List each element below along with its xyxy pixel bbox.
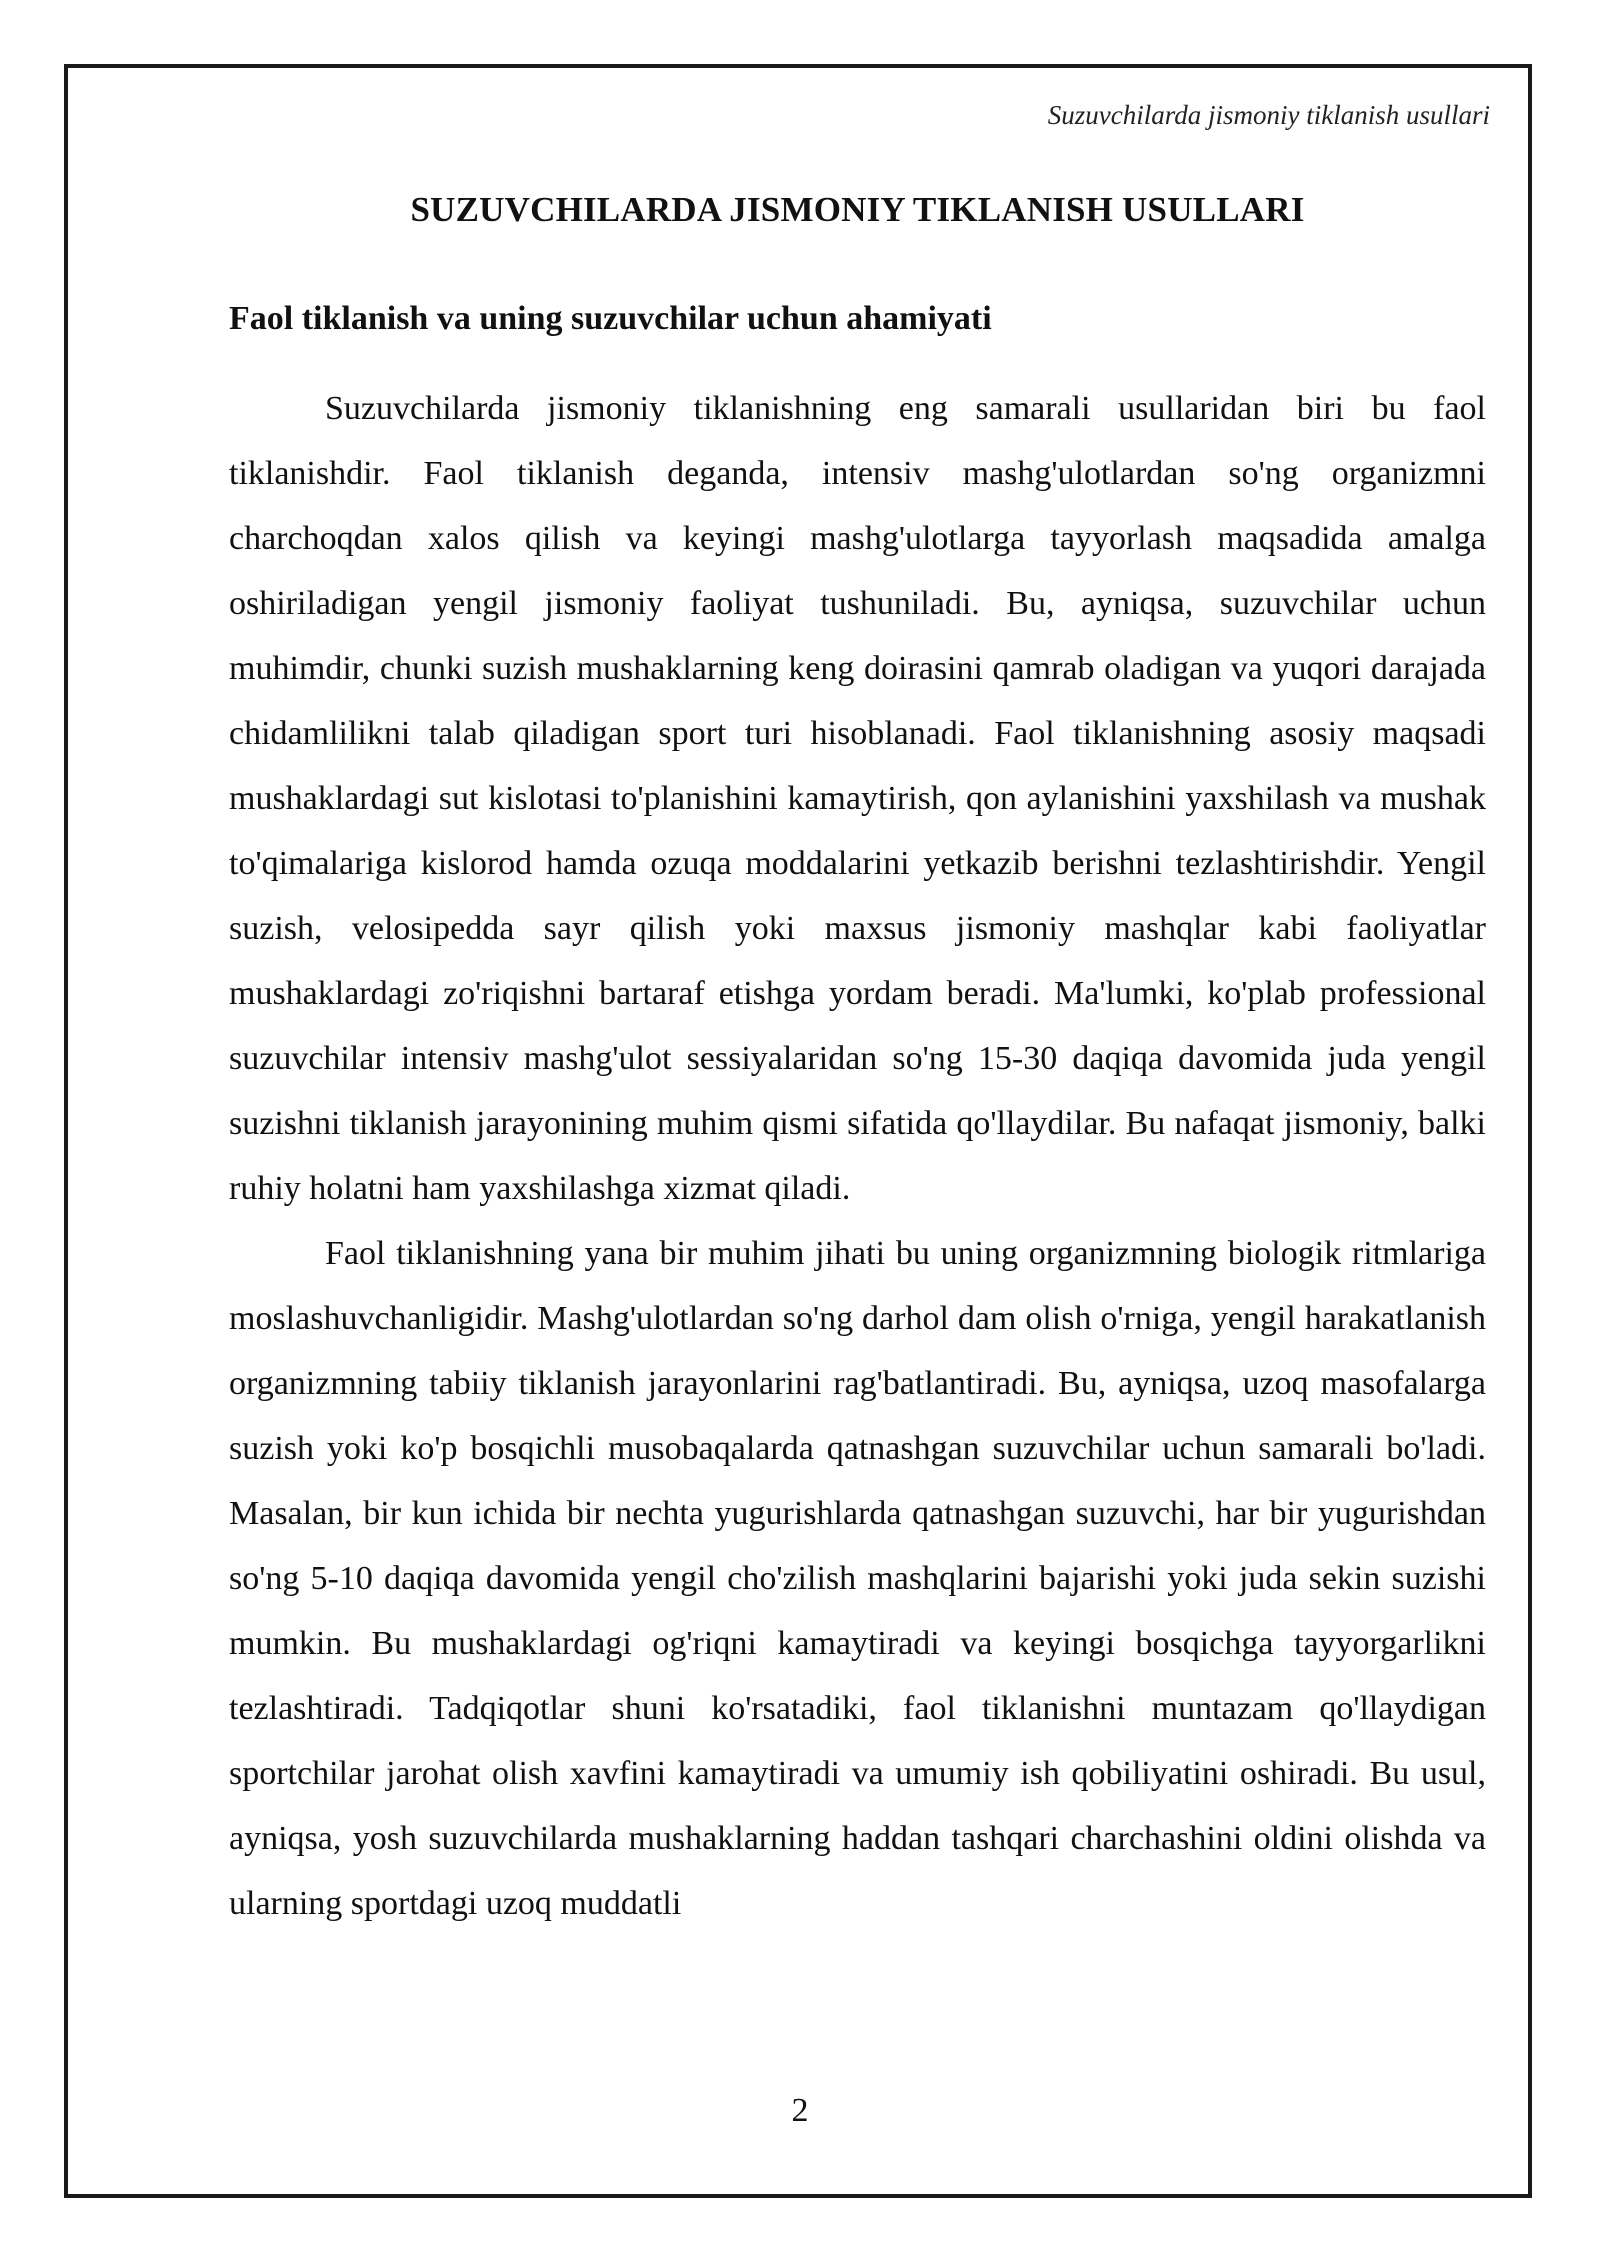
paragraph-2: Faol tiklanishning yana bir muhim jihati bu uning organizmning biologik ritmlariga moslashuvchanligidir. Mashg'ulotlardan so'ng darhol dam olish o'rniga, yengil harakatlanish organizmning tabiiy tiklanish jarayonlarini rag'batlantiradi. Bu, ayniqsa, uzoq masofalarga suzish yoki ko'p bosqichli musobaqalarda qatnashgan suzuvchilar uchun samarali bo'ladi. Masalan, bir kun ichida bir nechta yugurishlarda qatnashgan suzuvchi, har bir yugurishdan so'ng 5-10 daqiqa davomida yengil cho'zilish mashqlarini bajarishi yoki juda sekin suzishi mumkin. Bu mushaklardagi og'riqni kamaytiradi va keyingi bosqichga tayyorgarlikni tezlashtiradi. Tadqiqotlar shuni ko'rsatadiki, faol tiklanishni muntazam qo'llaydigan sportchilar jarohat olish xavfini kamaytiradi va umumiy ish qobiliyatini oshiradi. Bu usul, ayniqsa, yosh suzuvchilarda mushaklarning haddan tashqari charchashini oldini olishda va ularning sportdagi uzoq muddatli [229, 1235, 1486, 1922]
document-title: SUZUVCHILARDA JISMONIY TIKLANISH USULLARI [410, 190, 1305, 229]
section-heading: Faol tiklanish va uning suzuvchilar uchun ahamiyati [229, 300, 992, 337]
running-header: Suzuvchilarda jismoniy tiklanish usullari [1047, 100, 1490, 130]
paragraph-1: Suzuvchilarda jismoniy tiklanishning eng samarali usullaridan biri bu faol tiklanishdir. Faol tiklanish deganda, intensiv mashg'ulotlardan so'ng organizmni charchoqdan xalos qilish va keyingi mashg'ulotlarga tayyorlash maqsadida amalga oshiriladigan yengil jismoniy faoliyat tushuniladi. Bu, ayniqsa, suzuvchilar uchun muhimdir, chunki suzish mushaklarning keng doirasini qamrab oladigan va yuqori darajada chidamlilikni talab qiladigan sport turi hisoblanadi. Faol tiklanishning asosiy maqsadi mushaklardagi sut kislotasi to'planishini kamaytirish, qon aylanishini yaxshilash va mushak to'qimalariga kislorod hamda ozuqa moddalarini yetkazib berishni tezlashtirishdir. Yengil suzish, velosipedda sayr qilish yoki maxsus jismoniy mashqlar kabi faoliyatlar mushaklardagi zo'riqishni bartaraf etishga yordam beradi. Ma'lumki, ko'plab professional suzuvchilar intensiv mashg'ulot sessiyalaridan so'ng 15-30 daqiqa davomida juda yengil suzishni tiklanish jarayonining muhim qismi sifatida qo'llaydilar. Bu nafaqat jismoniy, balki ruhiy holatni ham yaxshilashga xizmat qiladi. [229, 390, 1486, 1207]
body-text [229, 376, 1486, 1936]
page-number: 2 [791, 2092, 809, 2129]
